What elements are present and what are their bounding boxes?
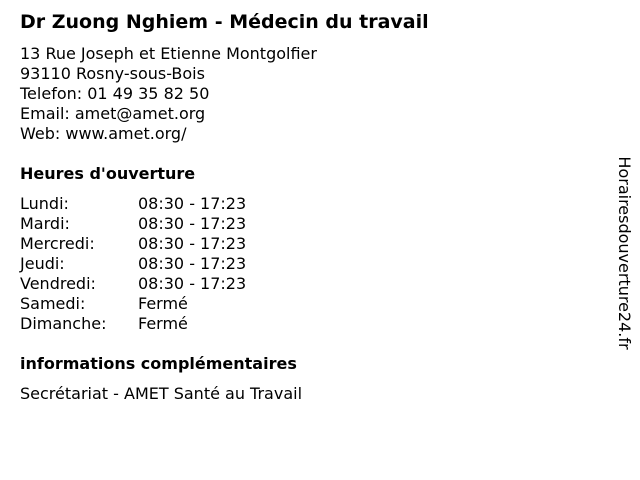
hours-row-monday <box>20 194 246 214</box>
hours-value: 08:30 - 17:23 <box>138 214 247 233</box>
opening-hours-heading: Heures d'ouverture <box>20 164 196 183</box>
city-postal-code: 93110 Rosny-sous-Bois <box>20 64 205 83</box>
hours-row-saturday <box>20 294 246 314</box>
hours-value: 08:30 - 17:23 <box>138 254 247 273</box>
street-address: 13 Rue Joseph et Etienne Montgolfier <box>20 44 317 63</box>
page-title: Dr Zuong Nghiem - Médecin du travail <box>20 11 429 33</box>
hours-row-sunday <box>20 314 246 334</box>
day-label: Dimanche: <box>20 314 107 333</box>
hours-value: 08:30 - 17:23 <box>138 274 247 293</box>
opening-hours-table <box>20 194 246 334</box>
website: Web: www.amet.org/ <box>20 124 187 143</box>
day-label: Mardi: <box>20 214 70 233</box>
day-label: Jeudi: <box>20 254 65 273</box>
day-label: Vendredi: <box>20 274 96 293</box>
hours-value: Fermé <box>138 314 188 333</box>
hours-value: 08:30 - 17:23 <box>138 234 247 253</box>
hours-row-tuesday <box>20 214 246 234</box>
watermark-text: Horairesdouverture24.fr <box>615 156 634 350</box>
day-label: Lundi: <box>20 194 69 213</box>
day-label: Samedi: <box>20 294 86 313</box>
hours-row-friday <box>20 274 246 294</box>
hours-value: 08:30 - 17:23 <box>138 194 247 213</box>
address-block <box>20 44 317 144</box>
day-label: Mercredi: <box>20 234 95 253</box>
hours-value: Fermé <box>138 294 188 313</box>
phone-number: Telefon: 01 49 35 82 50 <box>20 84 210 103</box>
hours-row-thursday <box>20 254 246 274</box>
additional-info-heading: informations complémentaires <box>20 354 297 373</box>
additional-info-text: Secrétariat - AMET Santé au Travail <box>20 384 303 403</box>
hours-row-wednesday <box>20 234 246 254</box>
email-address: Email: amet@amet.org <box>20 104 206 123</box>
